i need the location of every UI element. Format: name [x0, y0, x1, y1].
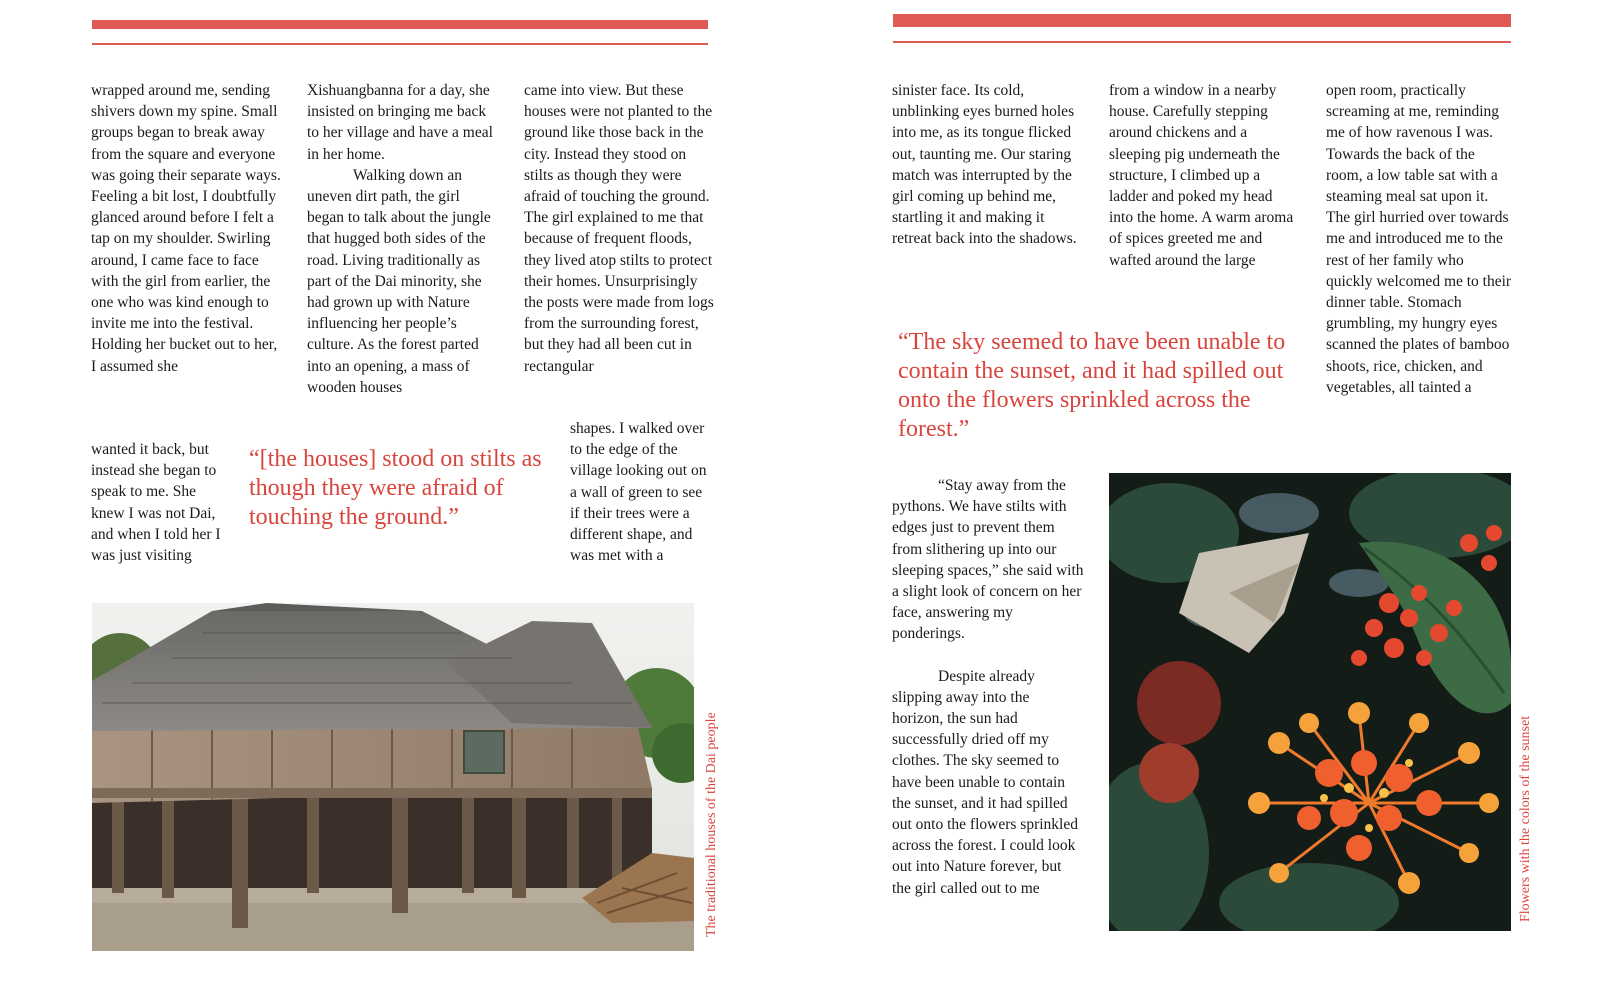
left-col3-top-text: came into view. But these houses were not planted to the ground like those back in the city. Instead they stood on stilts as though they were afraid of touching the ground. The girl explained to me that because of frequent floods, they lived atop stilts to protect their homes. Unsurprisingly the posts were made from logs from the surrounding forest, but they had all been cut in rectangular	[524, 82, 714, 375]
sunset-flowers-photo	[1109, 473, 1511, 931]
right-lower-paragraph-1: “Stay away from the pythons. We have stilts with edges just to prevent them from slithering up into our sleeping spaces,” she said with a slight look of concern on her face, answering my ponderings.	[892, 477, 1084, 643]
right-column-2	[1109, 80, 1299, 271]
right-photo-caption: Flowers with the colors of the sunset	[1518, 715, 1533, 922]
left-pull-quote: “[the houses] stood on stilts as though they were afraid of touching the ground.”	[249, 446, 542, 530]
left-col1-bottom-text: wanted it back, but instead she began to speak to me. She knew I was not Dai, and when I told her I was just visiting	[91, 441, 221, 565]
left-column-3	[524, 80, 714, 377]
dai-stilt-house-photo	[92, 603, 694, 951]
left-column-3-lower	[570, 418, 714, 566]
left-col2-paragraph-1: Xishuangbanna for a day, she insisted on bringing me back to her village and have a meal in her home.	[307, 82, 493, 163]
left-column-1	[91, 80, 281, 377]
left-column-1-lower	[91, 439, 233, 566]
left-col2-paragraph-2: Walking down an uneven dirt path, the girl began to talk about the jungle that hugged both sides of the road. Living traditionally as part of the Dai minority, she had grown up with Nature influencing her people’s culture. As the forest parted into an opening, a mass of wooden houses	[307, 166, 491, 396]
right-header-rule-thin	[893, 41, 1511, 43]
right-lower-paragraph-2: Despite already slipping away into the horizon, the sun had successfully dried off my clothes. The sky seemed to have been unable to contain the sunset, and it had spilled out onto the flowers sprinkled across the forest. I could look out into Nature forever, but the girl called out to me	[892, 667, 1078, 897]
right-column-3	[1326, 80, 1514, 398]
right-col2-text: from a window in a nearby house. Carefully stepping around chickens and a sleeping pig underneath the structure, I climbed up a ladder and poked my head into the home. A warm aroma of spices greeted me and wafted around the large	[1109, 82, 1294, 269]
left-photo-caption: The traditional houses of the Dai people	[704, 712, 719, 937]
right-header-rule-thick	[893, 14, 1511, 27]
left-col1-top-text: wrapped around me, sending shivers down my spine. Small groups began to break away from the square and everyone was going their separate ways. Feeling a bit lost, I doubtfully glanced around before I felt a tap on my shoulder. Swirling around, I came face to face with the girl from earlier, the one who was kind enough to invite me into the festival. Holding her bucket out to her, I assumed she	[91, 82, 281, 375]
right-column-1	[892, 80, 1084, 250]
left-header-rule-thin	[92, 43, 708, 45]
right-lower-column	[892, 475, 1084, 899]
right-col3-text: open room, practically screaming at me, reminding me of how ravenous I was. Towards the back of the room, a low table sat with a steaming meal sat upon it. The girl hurried over towards me and introduced me to the rest of her family who quickly welcomed me to their dinner table. Stomach grumbling, my hungry eyes scanned the plates of bamboo shoots, rice, chicken, and vegetables, all tainted a	[1326, 82, 1512, 396]
left-column-2	[307, 80, 497, 398]
right-pull-quote: “The sky seemed to have been unable to contain the sunset, and it had spilled out onto the flowers sprinkled across the forest.”	[898, 329, 1286, 442]
paragraph-gap	[892, 645, 1084, 666]
left-header-rule-thick	[92, 20, 708, 29]
right-col1-text: sinister face. Its cold, unblinking eyes burned holes into me, as its tongue flicked out, taunting me. Our staring match was interrupted by the girl coming up behind me, startling it and making it retreat back into the shadows.	[892, 82, 1077, 248]
left-col3-bottom-text: shapes. I walked over to the edge of the village looking out on a wall of green to see if their trees were a different shape, and was met with a	[570, 420, 707, 565]
